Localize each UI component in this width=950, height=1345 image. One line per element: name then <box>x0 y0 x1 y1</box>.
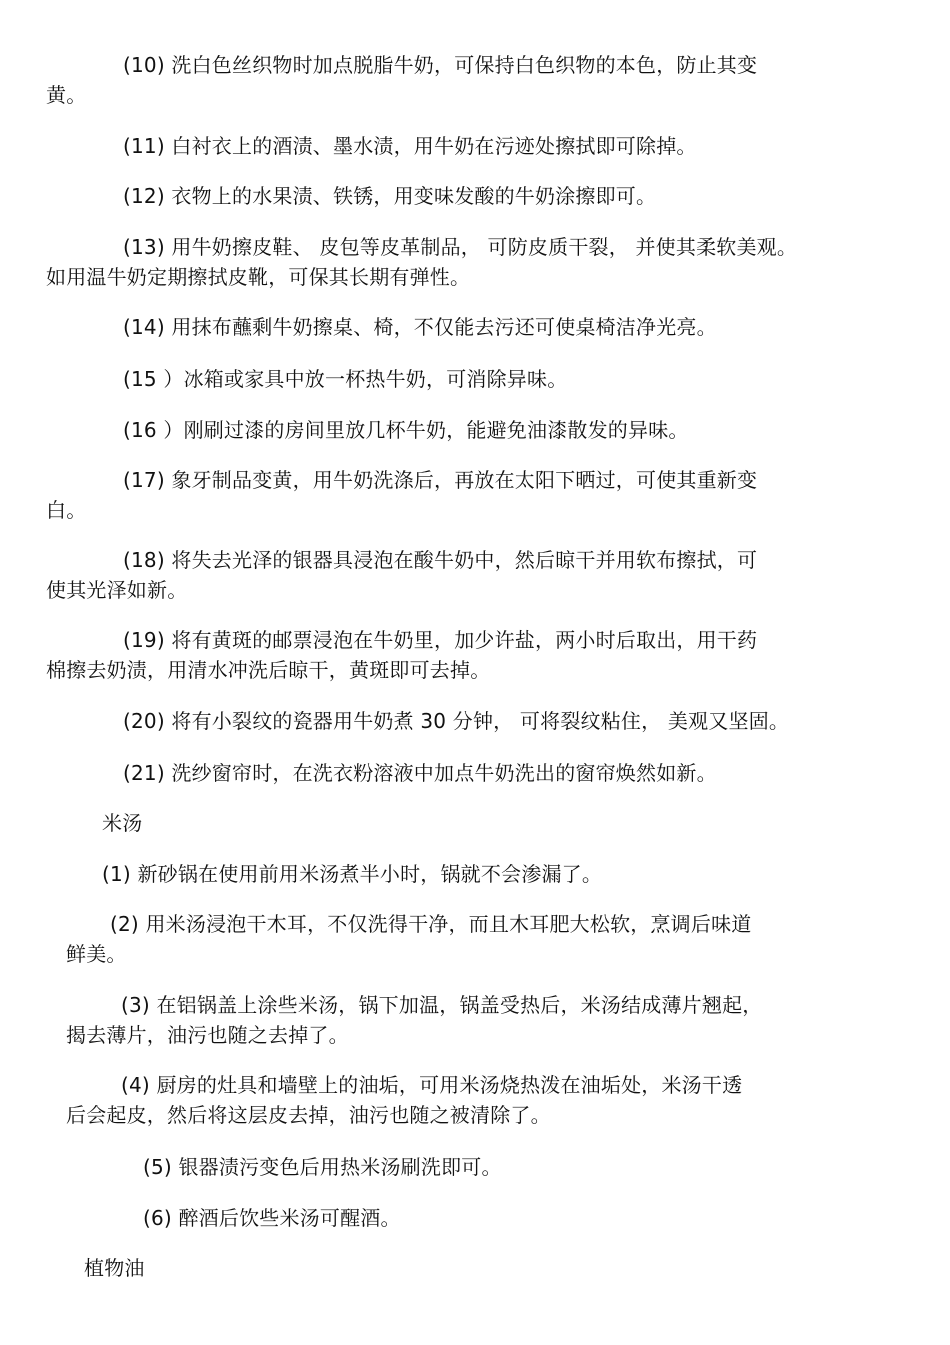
rice-tip-5: (5) 银器渍污变色后用热米汤刷洗即可。 <box>143 1155 502 1179</box>
rice-tip-2-cont: 鲜美。 <box>66 942 127 966</box>
milk-tip-17: (17) 象牙制品变黄，用牛奶洗涤后，再放在太阳下晒过，可使其重新变 <box>123 468 758 492</box>
milk-tip-14: (14) 用抹布蘸剩牛奶擦桌、椅，不仅能去污还可使桌椅洁净光亮。 <box>123 315 717 339</box>
milk-tip-18: (18) 将失去光泽的银器具浸泡在酸牛奶中，然后晾干并用软布擦拭，可 <box>123 548 758 572</box>
rice-tip-2: (2) 用米汤浸泡干木耳，不仅洗得干净，而且木耳肥大松软，烹调后味道 <box>110 912 752 936</box>
milk-tip-17-cont: 白。 <box>46 498 87 522</box>
milk-tip-16: (16 ）刚刷过漆的房间里放几杯牛奶，能避免油漆散发的异味。 <box>123 418 689 442</box>
rice-tip-4: (4) 厨房的灶具和墙壁上的油垢，可用米汤烧热泼在油垢处，米汤干透 <box>121 1073 743 1097</box>
section-heading-rice-soup: 米汤 <box>102 811 143 835</box>
milk-tip-15: (15 ）冰箱或家具中放一杯热牛奶，可消除异味。 <box>123 367 568 391</box>
milk-tip-19-cont: 棉擦去奶渍，用清水冲洗后晾干，黄斑即可去掉。 <box>46 658 491 682</box>
milk-tip-10: (10) 洗白色丝织物时加点脱脂牛奶，可保持白色织物的本色，防止其变 <box>123 53 758 77</box>
rice-tip-4-cont: 后会起皮，然后将这层皮去掉，油污也随之被清除了。 <box>66 1103 551 1127</box>
milk-tip-21: (21) 洗纱窗帘时，在洗衣粉溶液中加点牛奶洗出的窗帘焕然如新。 <box>123 761 717 785</box>
milk-tip-12: (12) 衣物上的水果渍、铁锈，用变味发酸的牛奶涂擦即可。 <box>123 184 657 208</box>
milk-tip-18-cont: 使其光泽如新。 <box>46 578 188 602</box>
section-heading-vegetable-oil: 植物油 <box>84 1256 145 1280</box>
rice-tip-6: (6) 醉酒后饮些米汤可醒酒。 <box>143 1206 401 1230</box>
milk-tip-19: (19) 将有黄斑的邮票浸泡在牛奶里，加少许盐，两小时后取出，用干药 <box>123 628 758 652</box>
milk-tip-13: (13) 用牛奶擦皮鞋、 皮包等皮革制品， 可防皮质干裂， 并使其柔软美观。 <box>123 235 798 259</box>
milk-tip-13-cont: 如用温牛奶定期擦拭皮靴，可保其长期有弹性。 <box>46 265 471 289</box>
rice-tip-3: (3) 在铝锅盖上涂些米汤，锅下加温，锅盖受热后，米汤结成薄片翘起， <box>121 993 763 1017</box>
milk-tip-11: (11) 白衬衣上的酒渍、墨水渍，用牛奶在污迹处擦拭即可除掉。 <box>123 134 697 158</box>
milk-tip-20: (20) 将有小裂纹的瓷器用牛奶煮 30 分钟， 可将裂纹粘住， 美观又坚固。 <box>123 709 790 733</box>
rice-tip-1: (1) 新砂锅在使用前用米汤煮半小时，锅就不会渗漏了。 <box>102 862 603 886</box>
rice-tip-3-cont: 揭去薄片，油污也随之去掉了。 <box>66 1023 349 1047</box>
milk-tip-10-cont: 黄。 <box>46 83 87 107</box>
